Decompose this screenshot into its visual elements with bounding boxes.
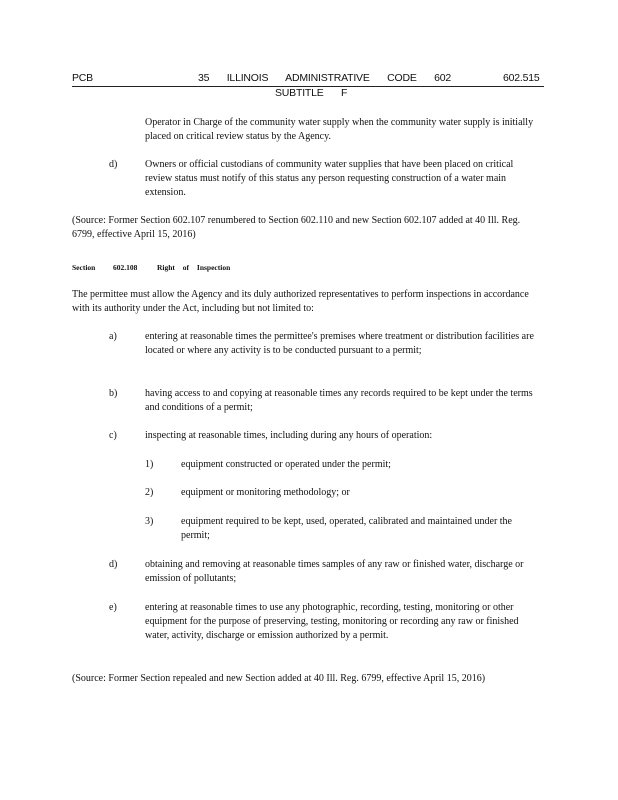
subitem-1-text: equipment constructed or operated under the permit; — [181, 459, 391, 470]
source-note-1: (Source: Former Section 602.107 renumbered to Section 602.110 and new Section 602.107 added at 40 Ill. Reg. 6799, effective April 15, 2016) — [72, 215, 521, 240]
item-c-text: inspecting at reasonable times, including during any hours of operation: — [145, 430, 433, 441]
subitem-3-text: equipment required to be kept, used, operated, calibrated and maintained under the permit; — [181, 516, 512, 541]
item-e-text: entering at reasonable times to use any photographic, recording, testing, monitoring or other equipment for the purpose of preserving, testing, monitoring or recording any raw or finished water, activity, discharge or emission authorized by a permit. — [145, 602, 519, 641]
item-a-label: a) — [109, 331, 117, 342]
prev-item-d-text: Owners or official custodians of community water supplies that have been placed on critical review status must notify of this status any person requesting construction of a water main extension. — [145, 159, 514, 198]
continuation-paragraph: Operator in Charge of the community water supply when the community water supply is initially placed on critical review status by the Agency. — [145, 117, 534, 142]
header-right: 602.515 — [503, 72, 540, 84]
header-left: PCB — [72, 72, 93, 84]
item-b-text: having access to and copying at reasonable times any records required to be kept under the terms and conditions of a permit; — [145, 388, 533, 413]
prev-item-d-label: d) — [109, 159, 118, 170]
source-note-2: (Source: Former Section repealed and new Section added at 40 Ill. Reg. 6799, effective April 15, 2016) — [72, 673, 486, 684]
item-c-label: c) — [109, 430, 117, 441]
item-d-text: obtaining and removing at reasonable times samples of any raw or finished water, discharge or emission of pollutants; — [145, 559, 524, 584]
header-center: 35 ILLINOIS ADMINISTRATIVE CODE 602 — [198, 72, 451, 84]
subitem-2-label: 2) — [145, 487, 154, 498]
subitem-3-label: 3) — [145, 516, 154, 527]
item-b-label: b) — [109, 388, 118, 399]
section-title: Right of Inspection — [157, 263, 231, 272]
section-number: 602.108 — [113, 263, 138, 272]
section-prefix: Section — [72, 263, 96, 272]
item-d-label: d) — [109, 559, 118, 570]
subitem-1-label: 1) — [145, 459, 154, 470]
item-e-label: e) — [109, 602, 117, 613]
item-a-text: entering at reasonable times the permittee's premises where treatment or distribution facilities are located or where any activity is to be conducted pursuant to a permit; — [145, 331, 534, 356]
header-subtitle: SUBTITLE F — [275, 87, 348, 99]
subitem-2-text: equipment or monitoring methodology; or — [181, 487, 350, 498]
intro-paragraph: The permittee must allow the Agency and its duly authorized representatives to perform inspections in accordance with its authority under the Act, including but not limited to: — [72, 289, 529, 314]
